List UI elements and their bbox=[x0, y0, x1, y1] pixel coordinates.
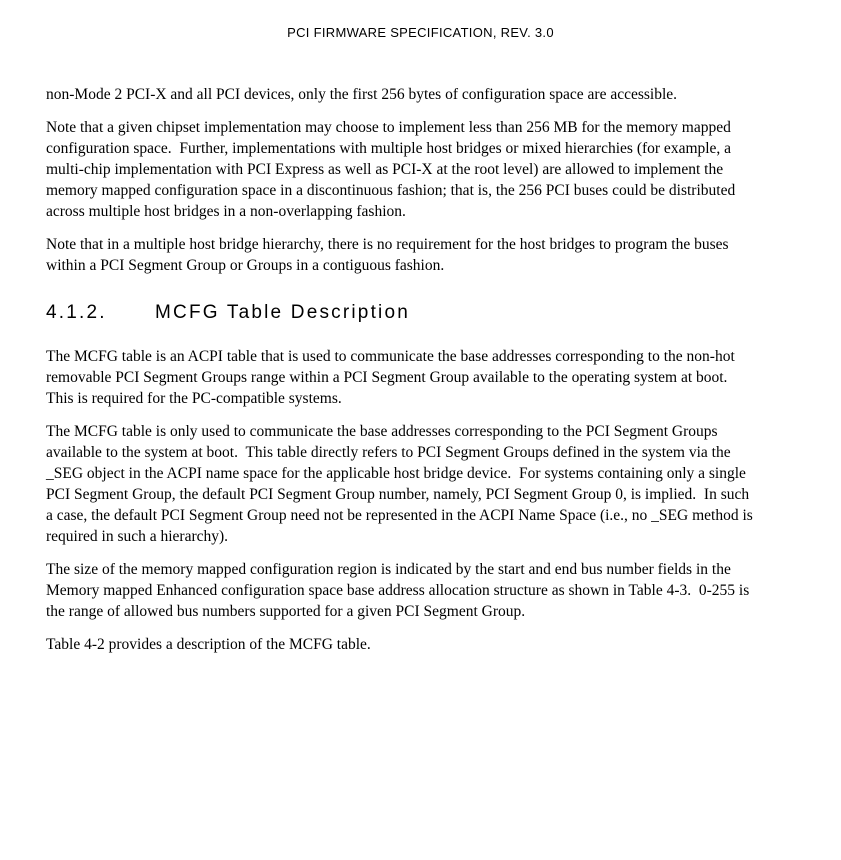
section-number: 4.1.2. bbox=[46, 302, 107, 323]
paragraph: Note that a given chipset implementation may choose to implement less than 256 MB for the memory mapped configuration space. Further, implementations with multiple host bridges or mixed hierarchies (for example, a multi-chip implementation with PCI Express as well as PCI-X at the root level) are allowed to implement the memory mapped configuration space in a discontinuous fashion; that is, the 256 PCI buses could be distributed across multiple host bridges in a non-overlapping fashion. bbox=[46, 119, 740, 220]
section-heading bbox=[46, 300, 756, 326]
paragraph: The MCFG table is an ACPI table that is used to communicate the base addresses corresponding to the non-hot removable PCI Segment Groups range within a PCI Segment Group available to the operating system at boot. This is required for the PC-compatible systems. bbox=[46, 348, 739, 407]
paragraph: The MCFG table is only used to communicate the base addresses corresponding to the PCI Segment Groups available to the system at boot. This table directly refers to PCI Segment Groups defined in the system via the _SEG object in the ACPI name space for the applicable host bridge device. For systems containing only a single PCI Segment Group, the default PCI Segment Group number, namely, PCI Segment Group 0, is implied. In such a case, the default PCI Segment Group need not be represented in the ACPI Name Space (i.e., no _SEG method is required in such a hierarchy). bbox=[46, 423, 757, 545]
running-header: PCI FIRMWARE SPECIFICATION, REV. 3.0 bbox=[287, 25, 554, 40]
paragraph: Note that in a multiple host bridge hierarchy, there is no requirement for the host bridges to program the buses within a PCI Segment Group or Groups in a contiguous fashion. bbox=[46, 236, 733, 274]
section-title: MCFG Table Description bbox=[155, 302, 411, 323]
paragraph: The size of the memory mapped configuration region is indicated by the start and end bus number fields in the Memory mapped Enhanced configuration space base address allocation structure as shown in Table 4-3. 0-255 is the range of allowed bus numbers supported for a given PCI Segment Group. bbox=[46, 561, 754, 620]
page-content bbox=[46, 84, 756, 655]
paragraph: non-Mode 2 PCI-X and all PCI devices, only the first 256 bytes of configuration space are accessible. bbox=[46, 86, 678, 103]
paragraph: Table 4-2 provides a description of the MCFG table. bbox=[46, 636, 371, 653]
